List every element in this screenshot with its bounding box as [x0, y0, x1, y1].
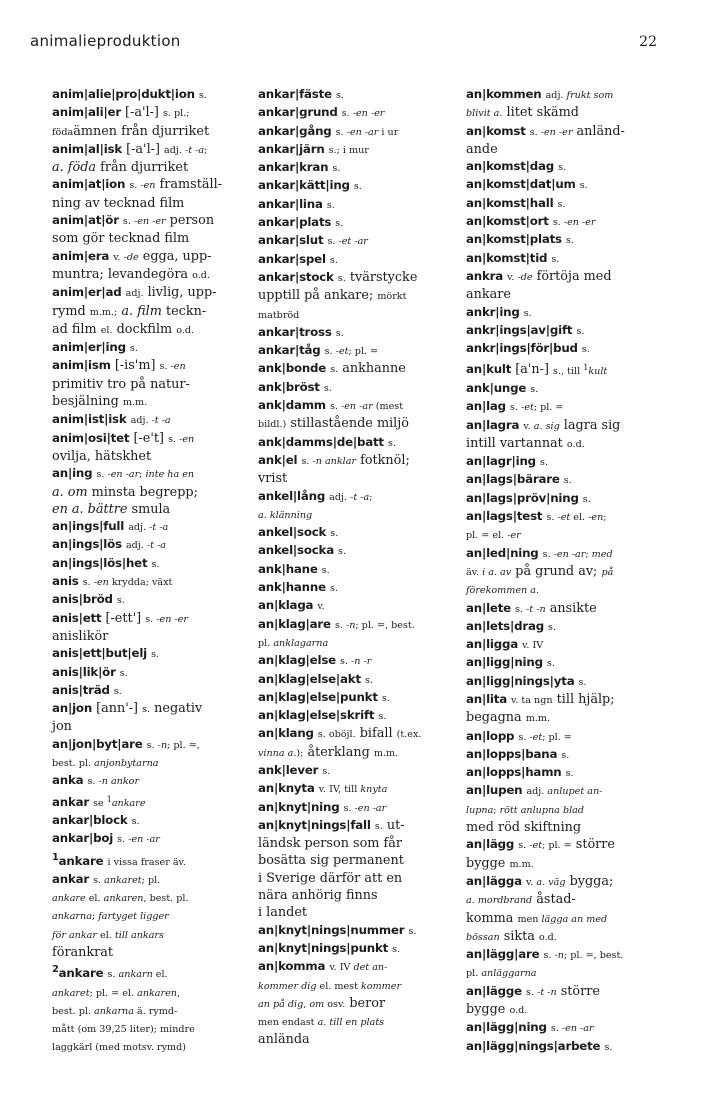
dictionary-line: anim|at|ör s. -en -er person — [52, 213, 215, 229]
dictionary-line: an|lags|pröv|ning s. — [466, 490, 591, 505]
dictionary-line: an|klang s. oböjl. bifall (t.ex. — [258, 726, 422, 742]
dictionary-line: $^1$ankare i vissa fraser äv. — [52, 851, 186, 868]
dictionary-line: an|klag|are s. -n; pl. =, best. — [258, 616, 415, 631]
dictionary-line: an|ings|full adj. -t -a — [52, 519, 169, 534]
dictionary-line: ankar|slut s. -et -ar — [258, 233, 368, 248]
dictionary-line: ankar|järn s.; i mur — [258, 141, 369, 156]
dictionary-line: an|knyt|nings|punkt s. — [258, 940, 401, 955]
dictionary-line: ankaret; pl. = el. ankaren, — [52, 987, 181, 999]
dictionary-line: intill vartannat o.d. — [466, 435, 585, 451]
dictionary-line: begagna m.m. — [466, 710, 551, 726]
dictionary-line: an|komst|hall s. — [466, 195, 566, 210]
dictionary-line: matbröd — [258, 309, 300, 321]
dictionary-line: an|ligg|ning s. — [466, 655, 555, 670]
dictionary-line: med röd skiftning — [466, 820, 582, 836]
dictionary-line: ankar|tross s. — [258, 324, 344, 339]
dictionary-line: ank|bröst s. — [258, 379, 332, 394]
dictionary-line: an|lägga v. a. väg bygga; — [466, 873, 614, 889]
dictionary-line: i Sverige därför att en — [258, 870, 403, 886]
dictionary-line: i landet — [258, 905, 308, 921]
dictionary-line: vinna a.); återklang m.m. — [258, 744, 399, 760]
dictionary-line: ank|el s. -n anklar fotknöl; — [258, 452, 410, 468]
dictionary-line: födaämnen från djurriket — [52, 123, 210, 139]
dictionary-line: ankel|lång adj. -t -a; — [258, 488, 373, 503]
dictionary-line: an|lopps|hamn s. — [466, 765, 574, 780]
dictionary-line: vrist — [258, 471, 288, 487]
dictionary-line: ovilja, hätskhet — [52, 448, 152, 464]
dictionary-line: an|ligg|nings|yta s. — [466, 673, 587, 688]
dictionary-line: anka s. -n ankor — [52, 773, 140, 788]
dictionary-line: an|klag|else s. -n -r — [258, 653, 372, 668]
dictionary-line: an|komst|ort s. -en -er — [466, 214, 596, 229]
dictionary-line: äv. i a. av på grund av; på — [466, 563, 614, 579]
dictionary-line: an|knyt|nings|nummer s. — [258, 922, 417, 937]
dictionary-line: an|led|ning s. -en -ar; med — [466, 545, 613, 560]
dictionary-line: an|lagra v. a. sig lagra sig — [466, 417, 621, 433]
dictionary-line: rymd m.m.; a. film teckn- — [52, 303, 207, 319]
dictionary-line: en a. bättre smula — [52, 501, 171, 517]
dictionary-line: anim|ism [-is'm] s. -en — [52, 358, 186, 374]
dictionary-column-1 — [52, 86, 244, 1054]
dictionary-line: ank|bonde s. ankhanne — [258, 361, 406, 377]
dictionary-line: an|lägg|are s. -n; pl. =, best. — [466, 947, 624, 962]
dictionary-line: ankar|tåg s. -et; pl. = — [258, 343, 379, 358]
dictionary-line: an|kommen adj. frukt som — [466, 87, 614, 101]
dictionary-line: kommer dig el. mest kommer — [258, 980, 402, 992]
dictionary-line: ank|damm s. -en -ar (mest — [258, 398, 404, 413]
dictionary-line: ankar|block s. — [52, 813, 140, 828]
dictionary-line: an|komma v. IV det an- — [258, 959, 388, 974]
dictionary-line: a. föda från djurriket — [52, 160, 189, 176]
dictionary-column-2 — [258, 86, 458, 1048]
dictionary-line: ankarna; fartyget ligger — [52, 911, 169, 923]
dictionary-line: an|komst|dag s. — [466, 159, 567, 174]
dictionary-line: $^2$ankare s. ankarn el. — [52, 964, 168, 981]
dictionary-line: an|klag|else|akt s. — [258, 671, 373, 686]
dictionary-line: besjälning m.m. — [52, 394, 148, 410]
dictionary-line: ankel|sock s. — [258, 525, 339, 540]
dictionary-line: ank|hane s. — [258, 561, 330, 576]
dictionary-line: a. mordbrand åstad- — [466, 892, 576, 908]
dictionary-line: förekommen a. — [466, 585, 540, 597]
dictionary-line: mått (om 39,25 liter); mindre — [52, 1024, 195, 1036]
dictionary-line: an|lita v. ta ngn till hjälp; — [466, 691, 615, 707]
dictionary-column-3 — [466, 86, 666, 1053]
dictionary-line: bosätta sig permanent — [258, 853, 404, 869]
dictionary-line: an|ing s. -en -ar; inte ha en — [52, 466, 195, 481]
dictionary-line: komma men lägga an med — [466, 910, 608, 926]
dictionary-line: an|jon [ann'-] s. negativ — [52, 701, 203, 717]
dictionary-line: anim|er|ing s. — [52, 340, 138, 355]
dictionary-line: an|klag|else|punkt s. — [258, 689, 390, 704]
dictionary-line: anis s. -en krydda; växt — [52, 574, 173, 589]
dictionary-line: an|klag|else|skrift s. — [258, 708, 387, 723]
dictionary-line: anislikör — [52, 628, 109, 644]
dictionary-line: anim|at|ion s. -en framställ- — [52, 177, 223, 193]
dictionary-line: anim|ist|isk adj. -t -a — [52, 412, 171, 427]
dictionary-line: an på dig, om osv. beror — [258, 995, 386, 1011]
dictionary-line: ankar|fäste s. — [258, 87, 344, 101]
dictionary-line: anim|er|ad adj. livlig, upp- — [52, 285, 217, 301]
dictionary-line: a. klänning — [258, 509, 313, 521]
dictionary-line: pl. anklagarna — [258, 637, 329, 649]
dictionary-line: förankrat — [52, 945, 114, 961]
dictionary-line: anlända — [258, 1032, 310, 1048]
dictionary-line: anim|era v. -de egga, upp- — [52, 248, 212, 264]
dictionary-line: ankar|stock s. tvärstycke — [258, 269, 418, 285]
dictionary-line: ad film el. dockfilm o.d. — [52, 321, 195, 337]
dictionary-line: anim|osi|tet [-e't] s. -en — [52, 430, 195, 446]
dictionary-line: an|lete s. -t -n ansikte — [466, 600, 597, 616]
dictionary-line: ande — [466, 141, 498, 157]
dictionary-line: pl. anläggarna — [466, 968, 537, 980]
dictionary-line: an|lopp s. -et; pl. = — [466, 728, 572, 743]
dictionary-line: anis|lik|ör s. — [52, 664, 128, 679]
dictionary-line: ankr|ing s. — [466, 304, 532, 319]
dictionary-line: ankar|kätt|ing s. — [258, 178, 362, 193]
dictionary-line: an|komst|tid s. — [466, 250, 560, 265]
dictionary-line: ankare — [466, 287, 511, 303]
dictionary-line: an|kult [a'n-] s., till $^1$kult — [466, 362, 608, 378]
dictionary-line: ankar|gång s. -en -ar i ur — [258, 123, 399, 138]
dictionary-line: anim|alie|pro|dukt|ion s. — [52, 87, 207, 101]
dictionary-line: ank|unge s. — [466, 380, 539, 395]
dictionary-line: ankel|socka s. — [258, 543, 347, 558]
dictionary-line: ning av tecknad film — [52, 195, 185, 211]
dictionary-line: ankar|boj s. -en -ar — [52, 831, 160, 846]
dictionary-line: ankar s. ankaret; pl. — [52, 871, 161, 886]
dictionary-line: anis|träd s. — [52, 682, 122, 697]
dictionary-line: ankar se $^1$ankare — [52, 794, 146, 809]
dictionary-line: best. pl. ankarna ä. rymd- — [52, 1005, 178, 1017]
dictionary-line: ank|lever s. — [258, 762, 331, 777]
dictionary-line: an|komst|plats s. — [466, 232, 574, 247]
dictionary-line: anim|ali|er [-a'l-] s. pl.; — [52, 105, 190, 121]
dictionary-line: an|knyt|nings|fall s. ut- — [258, 817, 405, 833]
dictionary-line: bildl.) stillastående miljö — [258, 416, 409, 432]
dictionary-line: an|komst s. -en -er anländ- — [466, 123, 625, 139]
dictionary-line: som gör tecknad film — [52, 231, 190, 247]
dictionary-line: an|lags|bärare s. — [466, 472, 572, 487]
dictionary-line: an|ligga v. IV — [466, 637, 544, 652]
dictionary-line: bygge m.m. — [466, 855, 534, 871]
dictionary-line: men endast a. till en plats — [258, 1017, 385, 1029]
dictionary-line: ankar|spel s. — [258, 251, 338, 266]
dictionary-line: ankr|ings|av|gift s. — [466, 322, 585, 337]
dictionary-line: an|ings|lös|het s. — [52, 555, 160, 570]
dictionary-line: an|jon|byt|are s. -n; pl. =, — [52, 736, 200, 751]
dictionary-line: an|lags|test s. -et el. -en; — [466, 509, 607, 524]
dictionary-line: muntra; levandegöra o.d. — [52, 266, 210, 282]
dictionary-line: an|lupen adj. anlupet an- — [466, 783, 603, 798]
dictionary-line: ankar|grund s. -en -er — [258, 105, 385, 120]
dictionary-line: jon — [52, 719, 72, 735]
page-number: 22 — [639, 34, 657, 50]
dictionary-line: an|komst|dat|um s. — [466, 177, 588, 192]
dictionary-line: bössan sikta o.d. — [466, 928, 557, 944]
dictionary-line: ank|hanne s. — [258, 580, 338, 595]
dictionary-line: ländsk person som får — [258, 836, 402, 852]
page-header — [30, 32, 657, 54]
dictionary-line: laggkärl (med motsv. rymd) — [52, 1042, 187, 1054]
dictionary-line: anis|bröd s. — [52, 592, 125, 607]
dictionary-line: an|lets|drag s. — [466, 618, 557, 633]
dictionary-line: an|lopps|bana s. — [466, 746, 570, 761]
dictionary-line: upptill på ankare; mörkt — [258, 288, 407, 304]
dictionary-line: ank|damms|de|batt s. — [258, 434, 396, 449]
dictionary-line: ankare el. ankaren, best. pl. — [52, 893, 189, 905]
dictionary-line: primitiv tro på natur- — [52, 376, 190, 392]
dictionary-line: anim|al|isk [-a'l-] adj. -t -a; — [52, 141, 208, 157]
dictionary-line: ankar|plats s. — [258, 215, 344, 230]
dictionary-line: ankr|ings|för|bud s. — [466, 341, 590, 356]
dictionary-line: an|ings|lös adj. -t -a — [52, 537, 166, 552]
dictionary-line: ankar|kran s. — [258, 160, 341, 175]
dictionary-line: pl. = el. -er — [466, 530, 521, 542]
dictionary-line: anis|ett|but|elj s. — [52, 646, 160, 661]
dictionary-line: ankar|lina s. — [258, 196, 335, 211]
dictionary-line: anis|ett [-ett'] s. -en -er — [52, 610, 188, 626]
dictionary-line: an|lagr|ing s. — [466, 454, 548, 469]
dictionary-line: ankra v. -de förtöja med — [466, 268, 612, 284]
dictionary-line: best. pl. anjonbytarna — [52, 757, 159, 769]
dictionary-line: blivit a. litet skämd — [466, 105, 579, 121]
dictionary-line: an|lägg|ning s. -en -ar — [466, 1020, 594, 1035]
dictionary-line: an|lägg|nings|arbete s. — [466, 1038, 613, 1053]
running-head: animalieproduktion — [30, 32, 181, 50]
dictionary-line: lupna; rött anlupna blad — [466, 804, 585, 816]
dictionary-line: nära anhörig finns — [258, 888, 378, 904]
dictionary-line: an|lägge s. -t -n större — [466, 983, 600, 999]
dictionary-line: an|lag s. -et; pl. = — [466, 399, 564, 414]
dictionary-line: an|knyta v. IV, till knyta — [258, 781, 388, 796]
dictionary-line: an|klaga v. — [258, 598, 325, 613]
dictionary-line: för ankar el. till ankars — [52, 929, 164, 941]
dictionary-line: bygge o.d. — [466, 1002, 528, 1018]
dictionary-line: an|knyt|ning s. -en -ar — [258, 799, 387, 814]
dictionary-line: an|lägg s. -et; pl. = större — [466, 837, 615, 853]
dictionary-line: a. om minsta begrepp; — [52, 484, 198, 500]
